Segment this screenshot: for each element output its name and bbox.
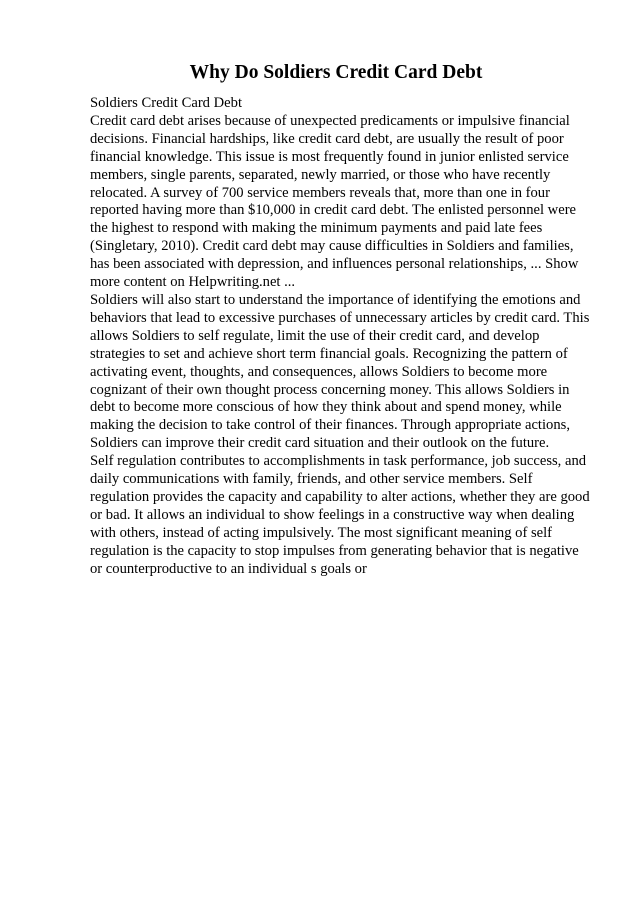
document-title: Why Do Soldiers Credit Card Debt: [189, 62, 483, 83]
paragraph-2: Soldiers will also start to understand the importance of identifying the emotions and behaviors that lead to excessive purchases of unnecessary articles by credit card. This allows Soldiers to self regulate, limit the use of their credit card, and develop strategies to set and achieve short term financial goals. Recognizing the pattern of activating event, thoughts, and consequences, allows Soldiers to become more cognizant of their own thought process concerning money. This allows Soldiers in debt to become more conscious of how they think about and spend money, while making the decision to take control of their finances. Through appropriate actions, Soldiers can improve their credit card situation and their outlook on the future.: [90, 291, 590, 452]
section-heading: Soldiers Credit Card Debt: [90, 95, 242, 111]
paragraph-1: Credit card debt arises because of unexpected predicaments or impulsive financial decisions. Financial hardships, like credit card debt, are usually the result of poor financial knowledge. This issue is most frequently found in junior enlisted service members, single parents, separated, newly married, or those who have recently relocated. A survey of 700 service members reveals that, more than one in four reported having more than $10,000 in credit card debt. The enlisted personnel were the highest to respond with making the minimum payments and paid late fees (Singletary, 2010). Credit card debt may cause difficulties in Soldiers and families, has been associated with depression, and influences personal relationships, ... Show more content on Helpwriting.net ...: [90, 112, 579, 291]
document-body: [90, 95, 590, 578]
paragraph-3: Self regulation contributes to accomplishments in task performance, job success, and daily communications with family, friends, and other service members. Self regulation provides the capacity and capability to alter actions, whether they are good or bad. It allows an individual to show feelings in a constructive way when dealing with others, instead of acting impulsively. The most significant meaning of self regulation is the capacity to stop impulses from generating behavior that is negative or counterproductive to an individual s goals or: [90, 453, 590, 577]
